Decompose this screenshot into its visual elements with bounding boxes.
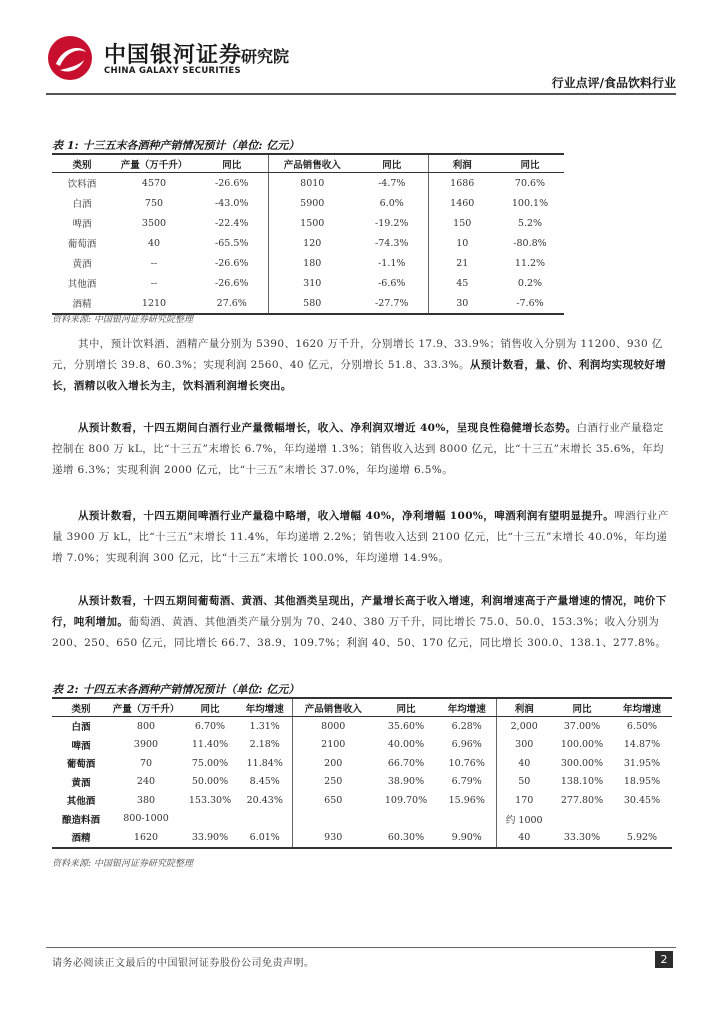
table-cell: 20.43% [238,791,292,810]
table-cell: -74.3% [356,233,428,253]
table-cell: 70 [139,757,153,769]
table-cell: -26.6% [196,253,268,273]
table-cell: 180 [303,257,322,269]
table-cell [612,810,672,829]
table-cell: 6.79% [438,773,496,792]
table-cell: 6.50% [626,720,658,732]
table-cell [292,810,374,829]
table-row [52,773,672,792]
table-cell: 170 [515,794,534,806]
table-cell: 50 [518,776,531,788]
table-cell: -4.7% [356,173,428,194]
table-cell: 800 [136,720,156,732]
table-cell: 45 [456,277,469,289]
table-cell: 1500 [300,217,325,229]
report-category: 行业点评/食品饮料行业 [551,76,676,90]
table-cell: 40.00% [387,739,425,751]
paragraph-4 [52,591,672,654]
table-cell: 1460 [450,197,475,209]
brand-name-en: CHINA GALAXY SECURITIES [104,66,241,76]
table-cell: 3500 [141,217,167,229]
row-category-cell: 白酒 [71,722,91,734]
table-cell: 50.00% [191,776,229,788]
table1-header-cell: 类别 [52,154,112,173]
row-category-cell: 酒精 [52,828,110,848]
table2-header-cell: 同比 [374,698,438,717]
table-row [52,273,564,293]
paragraph-4-text: 葡萄酒、黄酒、其他酒类产量分别为 70、240、380 万千升，同比增长 75.0、50.0、153.3%；收入分别为 200、250、650 亿元，同比增长 66.7、38.9、109.7%；利润 40、50、170 亿元，同比增长 300.0、138.1、277.8%。 [52,616,667,649]
table2-header-cell: 年均增速 [238,698,292,717]
galaxy-logo-icon [46,34,94,82]
paragraph-4-highlight: 从预计数看，十四五期间葡萄酒、黄酒、其他酒类呈现出，产量增长高于收入增速，利润增速高于产量增速的情况，吨价下行，吨利增加。 [52,595,667,628]
table-cell: 40 [496,828,552,848]
table-cell: 300.00% [560,757,604,769]
table-row [52,791,672,810]
table-cell: 27.6% [196,293,268,314]
table-cell: 138.10% [560,776,604,788]
table-cell: 8.45% [238,773,292,792]
table-cell: 11.2% [514,257,546,269]
row-category-cell: 啤酒 [71,740,91,752]
table-cell: 1.31% [238,717,292,736]
table-cell: 30.45% [623,794,661,806]
table-cell: 2100 [321,739,346,751]
table-cell: 300 [515,739,534,751]
table-cell: -- [150,277,158,289]
table2-title: 表 2: 十四五末各酒种产销情况预计（单位: 亿元） [52,683,300,696]
table-cell: -19.2% [356,213,428,233]
table-cell: 153.30% [188,794,232,806]
table-cell: 1686 [450,177,475,189]
table-cell: -43.0% [196,193,268,213]
table-cell: 0.2% [517,277,543,289]
table-cell: 150 [453,217,472,229]
table-cell: 60.30% [374,828,438,848]
table1-header-cell: 利润 [428,154,496,173]
table-row [52,736,672,755]
paragraph-2 [52,418,672,481]
table-cell: 930 [292,828,374,848]
row-category-cell: 酒精 [52,293,112,314]
table-cell: 38.90% [387,776,425,788]
table-cell: 200 [324,757,343,769]
table1-source: 资料来源: 中国银河证券研究院整理 [52,315,193,325]
table-cell: -7.6% [496,293,564,314]
table2-source: 资料来源: 中国银河证券研究院整理 [52,859,193,869]
header-divider [46,93,676,95]
row-category-cell: 酿造料酒 [61,814,100,826]
table-cell [438,810,496,829]
table-cell [182,810,238,829]
table-cell: 100.00% [560,739,604,751]
table-cell: 75.00% [191,757,229,769]
table-cell: 8010 [300,177,325,189]
paragraph-2-highlight: 从预计数看，十四五期间白酒行业产量微幅增长，收入、净利润双增近 40%，呈现良性稳健增长态势。 [78,422,577,434]
table-cell: -22.4% [196,213,268,233]
table-cell: -26.6% [196,173,268,194]
table-cell: 10.76% [438,754,496,773]
table-cell: 2.18% [238,736,292,755]
table1-title: 表 1: 十三五末各酒种产销情况预计（单位: 亿元） [52,139,300,152]
table-row [52,754,672,773]
page-header [0,0,724,100]
table2-header-cell: 产品销售收入 [292,698,374,717]
table1-body [52,173,564,315]
table-cell: 35.60% [387,720,425,732]
table2-header-cell: 年均增速 [438,698,496,717]
row-category-cell: 葡萄酒 [67,239,97,250]
table-row [52,810,672,829]
table-cell: 100.1% [511,197,549,209]
paragraph-3-highlight: 从预计数看，十四五期间啤酒行业产量稳中略增，收入增幅 40%，净利增幅 100%，啤酒利润有望明显提升。 [78,510,615,522]
table-cell: -26.6% [196,273,268,293]
table-cell: 109.70% [384,794,428,806]
table-cell: -27.7% [356,293,428,314]
table-cell: 18.95% [623,776,661,788]
table-cell: 2,000 [510,720,538,732]
paragraph-3 [52,506,672,569]
table-cell: 31.95% [623,757,661,769]
table-cell: 70.6% [514,177,546,189]
table-cell: 6.0% [356,193,428,213]
table-row [52,193,564,213]
table-cell: 21 [456,257,469,269]
institute-label: 研究院 [241,47,290,66]
row-category-cell: 黄酒 [71,777,91,789]
table-cell: 650 [324,794,343,806]
row-category-cell: 黄酒 [72,259,92,270]
table-cell: 约 1000 [505,814,543,826]
table-cell: 250 [324,776,343,788]
table-cell: 6.28% [438,717,496,736]
table-cell: 580 [268,293,356,314]
table1-header-cell: 产品销售收入 [268,154,356,173]
table1-header-cell: 同比 [496,154,564,173]
table-cell: 3900 [133,739,159,751]
paragraph-3-text: 啤酒行业产量 3900 万 kL，比“十三五”末增长 11.4%，年均递增 2.2%；销售收入达到 2100 亿元，比“十三五”末增长 40.0%，年均递增 7.0%；实现利润 300 亿元，比“十三五”末增长 100.0%，年均递增 14.9%。 [52,510,669,564]
table-cell [238,810,292,829]
table2-header-cell: 产量（万千升） [110,698,182,717]
table-cell: -6.6% [356,273,428,293]
table-cell: 40 [147,237,161,249]
paragraph-1 [52,334,672,397]
table-cell: -1.1% [356,253,428,273]
table-cell: 33.90% [182,828,238,848]
table-cell: 30 [428,293,496,314]
table-cell: 1210 [112,293,196,314]
table-cell: 9.90% [438,828,496,848]
table-cell: 6.01% [238,828,292,848]
brand-name-cn: 中国银河证券 [104,43,243,68]
table-cell: 4570 [141,177,167,189]
paragraph-2-text: 白酒行业产量稳定控制在 800 万 kL，比“十三五”末增长 6.7%，年均递增 1.3%；销售收入达到 8000 亿元，比“十三五”末增长 35.6%，年均递增 6.3%；实现利润 2000 亿元，比“十三五”末增长 37.0%，年均递增 6.5%。 [52,422,664,476]
row-category-cell: 饮料酒 [67,179,97,190]
table-cell: 5.2% [517,217,543,229]
table-cell: 5900 [300,197,325,209]
table-cell: 10 [456,237,469,249]
table2-header-cell: 类别 [52,698,110,717]
table2-header-row [52,698,672,717]
table-cell: 240 [136,776,156,788]
table1-header-cell: 产量（万千升） [112,154,196,173]
table2-header-cell: 年均增速 [612,698,672,717]
table-row [52,233,564,253]
table-cell: 310 [303,277,322,289]
table-cell: -- [150,257,158,269]
row-category-cell: 啤酒 [72,219,92,230]
table2-header-cell: 同比 [182,698,238,717]
table-cell: 6.70% [194,720,226,732]
table-cell [374,810,438,829]
table-row [52,293,564,314]
table-cell: 6.96% [438,736,496,755]
disclaimer: 请务必阅读正文最后的中国银河证券股份公司免责声明。 [52,958,315,969]
table-cell: 11.40% [191,739,229,751]
table-cell: -65.5% [196,233,268,253]
table-cell: 15.96% [438,791,496,810]
table2 [52,697,672,849]
table-cell: -80.8% [513,237,547,249]
table2-header-cell: 利润 [496,698,552,717]
table-row [52,213,564,233]
table-cell: 750 [144,197,164,209]
table1-header-cell: 同比 [356,154,428,173]
table1 [52,153,564,315]
row-category-cell: 其他酒 [67,279,97,290]
table-cell: 37.00% [563,720,601,732]
table-row [52,253,564,273]
table-cell: 277.80% [560,794,604,806]
footer-divider [46,947,676,948]
table-cell: 11.84% [238,754,292,773]
row-category-cell: 葡萄酒 [66,759,96,771]
paragraph-1-text: 其中，预计饮料酒、酒精产量分别为 5390、1620 万千升，分别增长 17.9、33.9%；销售收入分别为 11200、930 亿元，分别增长 39.8、60.3%；实现利润 2560、40 亿元，分别增长 51.8、33.3%。 [52,338,663,371]
table2-body [52,717,672,848]
row-category-cell: 白酒 [72,199,92,210]
table-cell: 380 [136,794,156,806]
table-cell: 120 [303,237,322,249]
table-row [52,173,564,194]
paragraph-1-highlight: 从预计数看，量、价、利润均实现较好增长，酒精以收入增长为主，饮料酒利润增长突出。 [52,359,667,392]
table-cell: 14.87% [623,739,661,751]
table1-header-cell: 同比 [196,154,268,173]
table-cell: 40 [518,757,531,769]
table-cell: 8000 [321,720,346,732]
table-cell: 1620 [110,828,182,848]
row-category-cell: 其他酒 [66,796,96,808]
table-cell: 66.70% [387,757,425,769]
table-row [52,717,672,736]
table-row [52,828,672,848]
table1-header-row [52,154,564,173]
page-number: 2 [655,951,673,968]
table-cell: 800-1000 [123,813,169,825]
table2-header-cell: 同比 [552,698,612,717]
table-cell: 5.92% [612,828,672,848]
table-cell: 33.30% [552,828,612,848]
table-cell [552,810,612,829]
